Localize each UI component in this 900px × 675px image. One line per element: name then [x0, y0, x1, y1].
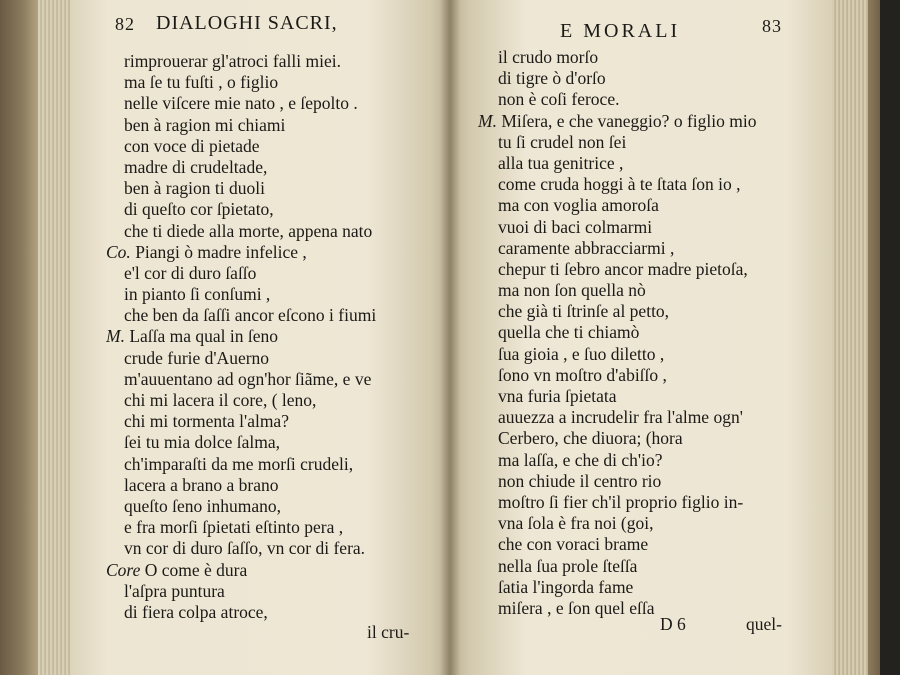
text-line: [450, 513, 756, 534]
text-line: [450, 238, 756, 259]
line-text: Laſſa ma qual in ſeno: [129, 326, 279, 347]
text-line: [70, 348, 376, 369]
line-text: vn cor di duro ſaſſo, vn cor di fera.: [124, 538, 366, 559]
right-running-head: E MORALI: [560, 20, 681, 42]
text-line: [450, 598, 756, 619]
left-catchword: il cru-: [367, 622, 410, 642]
text-line: [70, 93, 376, 114]
left-cover-edge: [0, 0, 40, 675]
text-line: [450, 259, 756, 280]
text-line: [70, 72, 376, 93]
line-text: chi mi lacera il core, ( leno,: [124, 390, 317, 410]
line-text: vuoi di baci colmarmi: [498, 216, 653, 237]
text-line: [70, 199, 376, 220]
text-line: [450, 111, 756, 132]
line-text: rimprouerar gl'atroci falli miei.: [124, 51, 341, 71]
left-running-head: DIALOGHI SACRI,: [156, 12, 338, 34]
line-text: e fra morſi ſpietati eſtinto pera ,: [124, 517, 344, 538]
text-line: [70, 263, 376, 284]
text-line: [450, 386, 756, 407]
line-text: come cruda hoggi à te ſtata ſon io ,: [498, 174, 741, 195]
line-text: in pianto ſi conſumi ,: [124, 284, 271, 305]
right-catchword: quel-: [746, 614, 782, 634]
left-page: [70, 0, 450, 675]
line-text: l'aſpra puntura: [124, 580, 225, 601]
line-text: con voce di pietade: [124, 135, 260, 156]
text-line: [70, 454, 376, 475]
line-text: ma ſe tu fuſti , o figlio: [124, 72, 279, 93]
line-text: ſono vn moſtro d'abiſſo ,: [498, 364, 667, 385]
text-line: [450, 534, 756, 555]
line-text: che ben da ſaſſi ancor eſcono i fiumi: [124, 305, 377, 326]
line-text: non chiude il centro rio: [498, 470, 662, 491]
text-line: [450, 577, 756, 598]
line-text: miſera , e ſon quel eſſa: [498, 597, 655, 618]
line-text: nelle viſcere mie nato , e ſepolto .: [124, 93, 358, 114]
line-text: Miſera, e che vaneggio? o figlio mio: [501, 110, 757, 131]
line-text: O come è dura: [144, 559, 248, 580]
text-line: [70, 326, 376, 347]
line-text: ch'imparaſti da me morſi crudeli,: [124, 453, 354, 474]
speaker-label: Co.: [106, 241, 136, 262]
background-strip: [880, 0, 900, 675]
text-line: [70, 284, 376, 305]
text-line: [70, 157, 376, 178]
text-line: [450, 407, 756, 428]
line-text: ma con voglia amoroſa: [498, 195, 659, 216]
line-text: vna ſola è fra noi (goi,: [498, 513, 654, 534]
line-text: m'auuentano ad ogn'hor ſiãme, e ve: [124, 368, 372, 389]
line-text: e'l cor di duro ſaſſo: [124, 262, 257, 283]
text-line: [70, 581, 376, 602]
text-line: [70, 51, 376, 72]
text-line: [70, 517, 376, 538]
line-text: nella ſua prole ſteſſa: [498, 555, 638, 576]
line-text: che ti diede alla morte, appena nato: [124, 220, 373, 241]
book-gutter: [440, 0, 460, 675]
text-line: [450, 556, 756, 577]
line-text: queſto ſeno inhumano,: [124, 495, 281, 516]
text-line: [70, 560, 376, 581]
text-line: [450, 471, 756, 492]
line-text: che già ti ſtrinſe al petto,: [498, 301, 670, 322]
text-line: [70, 242, 376, 263]
text-line: [450, 47, 756, 68]
text-line: [70, 496, 376, 517]
line-text: Cerbero, che diuora; (hora: [498, 428, 683, 449]
right-page-text: [450, 47, 756, 619]
line-text: alla tua genitrice ,: [498, 152, 624, 173]
text-line: [450, 280, 756, 301]
line-text: quella che ti chiamò: [498, 322, 640, 343]
line-text: di queſto cor ſpietato,: [124, 199, 274, 220]
text-line: [70, 369, 376, 390]
text-line: [70, 178, 376, 199]
text-line: [450, 365, 756, 386]
text-line: [450, 322, 756, 343]
text-line: [70, 538, 376, 559]
text-line: [450, 428, 756, 449]
line-text: auuezza a incrudelir fra l'alme ogn': [498, 407, 743, 428]
line-text: ſua gioia , e ſuo diletto ,: [498, 343, 665, 364]
speaker-label: M.: [106, 326, 130, 347]
text-line: [450, 68, 756, 89]
line-text: di fiera colpa atroce,: [124, 601, 268, 622]
text-line: [70, 390, 376, 411]
text-line: [450, 217, 756, 238]
line-text: di tigre ò d'orſo: [498, 68, 606, 89]
text-line: [450, 492, 756, 513]
text-line: [450, 89, 756, 110]
line-text: ſatia l'ingorda fame: [498, 576, 634, 597]
text-line: [70, 475, 376, 496]
text-line: [450, 132, 756, 153]
right-signature-mark: D 6: [660, 614, 686, 634]
line-text: ben à ragion mi chiami: [124, 114, 286, 135]
right-page-edges: [828, 0, 872, 675]
line-text: madre di crudeltade,: [124, 156, 268, 177]
speaker-label: M.: [478, 110, 502, 131]
line-text: che con voraci brame: [498, 534, 649, 555]
line-text: chepur ti ſebro ancor madre pietoſa,: [498, 258, 748, 279]
line-text: Piangi ò madre infelice ,: [135, 241, 307, 262]
line-text: ſei tu mia dolce ſalma,: [124, 432, 280, 453]
text-line: [450, 450, 756, 471]
text-line: [450, 301, 756, 322]
left-page-number: 82: [115, 14, 135, 34]
line-text: caramente abbracciarmi ,: [498, 237, 675, 258]
text-line: [70, 602, 376, 623]
text-line: [70, 411, 376, 432]
line-text: crude furie d'Auerno: [124, 347, 270, 368]
text-line: [70, 305, 376, 326]
line-text: ben à ragion ti duoli: [124, 178, 265, 199]
text-line: [70, 136, 376, 157]
line-text: vna furia ſpietata: [498, 386, 617, 406]
text-line: [450, 195, 756, 216]
speaker-label: Core: [106, 559, 145, 580]
left-page-text: [70, 51, 376, 623]
text-line: [70, 432, 376, 453]
line-text: tu ſi crudel non ſei: [498, 131, 627, 152]
line-text: moſtro ſi fier ch'il proprio figlio in-: [498, 491, 744, 512]
text-line: [70, 221, 376, 242]
right-page: [450, 0, 832, 675]
line-text: chi mi tormenta l'alma?: [124, 411, 289, 432]
line-text: lacera a brano a brano: [124, 474, 279, 495]
line-text: ma non ſon quella nò: [498, 280, 646, 301]
line-text: non è coſi feroce.: [498, 89, 620, 110]
text-line: [70, 115, 376, 136]
text-line: [450, 153, 756, 174]
line-text: ma laſſa, e che di ch'io?: [498, 449, 663, 470]
text-line: [450, 174, 756, 195]
line-text: il crudo morſo: [498, 47, 599, 67]
text-line: [450, 344, 756, 365]
right-page-number: 83: [762, 16, 782, 36]
